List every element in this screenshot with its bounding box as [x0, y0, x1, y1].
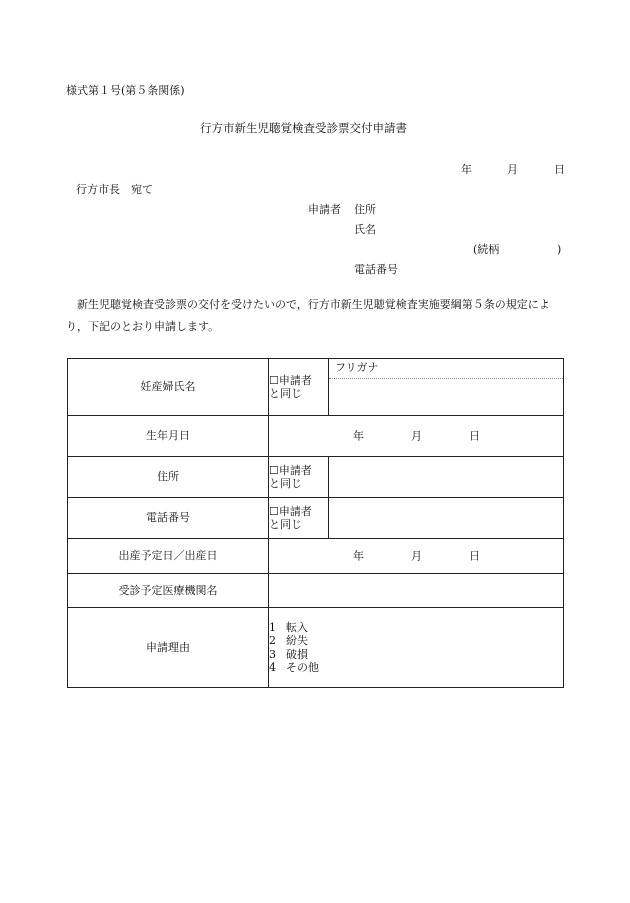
birth-month-unit: 月 — [411, 429, 422, 443]
relation-close-label: ) — [557, 243, 562, 256]
reason-label: 申請理由 — [68, 608, 269, 688]
due-date-field[interactable] — [269, 539, 564, 574]
relation-open-label: (続柄 — [473, 243, 500, 256]
address-label: 住所 — [68, 457, 269, 498]
due-day-unit: 日 — [469, 549, 480, 563]
row-reason — [68, 608, 564, 688]
applicant-address-label: 住所 — [354, 203, 376, 216]
address-field[interactable] — [329, 457, 564, 498]
date-year-label: 年 — [461, 163, 472, 176]
due-month-unit: 月 — [411, 549, 422, 563]
form-title: 行方市新生児聴覚検査受診票交付申請書 — [200, 121, 407, 135]
birth-year-unit: 年 — [353, 429, 364, 443]
form-number: 様式第１号(第５条関係) — [66, 84, 185, 97]
date-month-label: 月 — [507, 163, 518, 176]
due-year-unit: 年 — [353, 549, 364, 563]
due-date-label: 出産予定日／出産日 — [68, 539, 269, 574]
addressee: 行方市長 宛て — [76, 183, 153, 196]
phone-same-checkbox[interactable]: ☐申請者 と同じ — [269, 498, 329, 539]
birth-date-label: 生年月日 — [68, 416, 269, 457]
address-same-checkbox[interactable]: ☐申請者 と同じ — [269, 457, 329, 498]
reason-option-damaged[interactable]: 3 破損 — [269, 647, 308, 661]
expectant-name-label: 妊産婦氏名 — [68, 359, 269, 416]
row-expectant-name — [68, 359, 564, 416]
applicant-phone-label: 電話番号 — [354, 263, 398, 276]
medical-institution-field[interactable] — [269, 574, 564, 608]
reason-option-lost[interactable]: 2 紛失 — [269, 634, 308, 648]
phone-field[interactable] — [329, 498, 564, 539]
same-as-applicant-checkbox[interactable]: ☐申請者 と同じ — [269, 359, 329, 416]
row-phone — [68, 498, 564, 539]
reason-option-transfer[interactable]: 1 転入 — [269, 621, 308, 635]
row-birth-date — [68, 416, 564, 457]
row-address — [68, 457, 564, 498]
reason-options — [269, 608, 564, 688]
birth-day-unit: 日 — [469, 429, 480, 443]
medical-institution-label: 受診予定医療機関名 — [68, 574, 269, 608]
applicant-name-label: 氏名 — [354, 223, 376, 236]
furigana-label: フリガナ — [329, 359, 563, 379]
body-text: 新生児聴覚検査受診票の交付を受けたいので，行方市新生児聴覚検査実施要綱第５条の規定により，下記のとおり申請します。 — [66, 298, 550, 333]
reason-option-other[interactable]: 4 その他 — [269, 660, 319, 674]
row-medical-institution — [68, 574, 564, 608]
applicant-label: 申請者 — [308, 203, 341, 216]
row-due-date — [68, 539, 564, 574]
phone-label: 電話番号 — [68, 498, 269, 539]
date-day-label: 日 — [554, 163, 565, 176]
application-table — [67, 358, 564, 688]
birth-date-field[interactable] — [269, 416, 564, 457]
expectant-name-field[interactable] — [329, 359, 564, 416]
